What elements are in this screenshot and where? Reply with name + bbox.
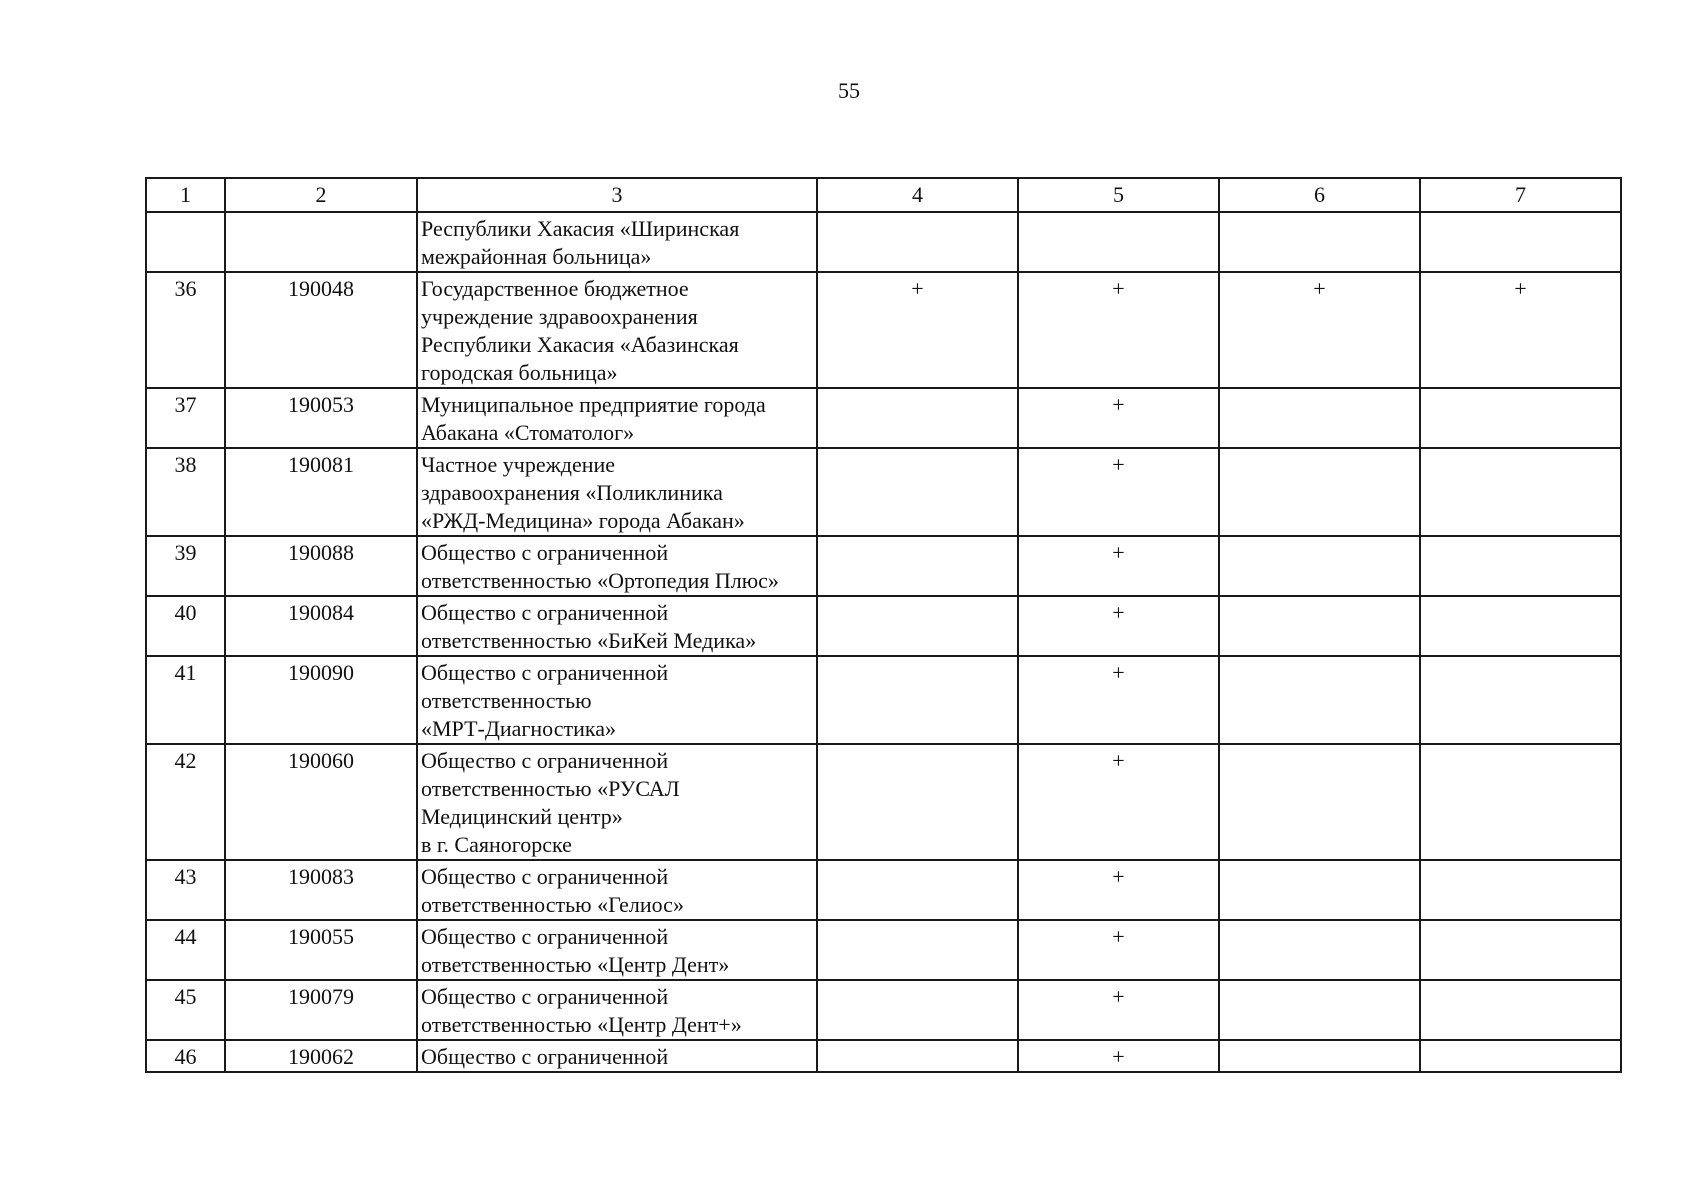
mark-col-7: [1420, 596, 1621, 656]
table-row: [146, 920, 1621, 980]
mark-col-4: [817, 448, 1018, 536]
organization-name: Республики Хакасия «Ширинская межрайонная больница»: [417, 212, 817, 272]
organization-name: Муниципальное предприятие города Абакана «Стоматолог»: [417, 388, 817, 448]
row-number: 43: [146, 860, 225, 920]
mark-col-7: [1420, 744, 1621, 860]
mark-col-5: +: [1018, 980, 1219, 1040]
column-header: 2: [225, 178, 417, 212]
organization-name: Общество с ограниченной ответственностью «Гелиос»: [417, 860, 817, 920]
table-row: [146, 448, 1621, 536]
organization-name: Общество с ограниченной ответственностью «МРТ-Диагностика»: [417, 656, 817, 744]
column-header: 6: [1219, 178, 1420, 212]
row-number: 45: [146, 980, 225, 1040]
header-row: [146, 178, 1621, 212]
row-number: 37: [146, 388, 225, 448]
table-row: [146, 980, 1621, 1040]
mark-col-4: +: [817, 272, 1018, 388]
organization-name: Общество с ограниченной: [417, 1040, 817, 1072]
mark-col-4: [817, 980, 1018, 1040]
mark-col-5: +: [1018, 536, 1219, 596]
mark-col-4: [817, 388, 1018, 448]
mark-col-4: [817, 920, 1018, 980]
mark-col-5: +: [1018, 860, 1219, 920]
mark-col-4: [817, 212, 1018, 272]
table-row: [146, 656, 1621, 744]
organization-name: Общество с ограниченной ответственностью «Центр Дент»: [417, 920, 817, 980]
page-number: 55: [838, 78, 860, 103]
table-row: [146, 212, 1621, 272]
mark-col-4: [817, 656, 1018, 744]
row-code: 190048: [225, 272, 417, 388]
mark-col-7: [1420, 860, 1621, 920]
mark-col-7: +: [1420, 272, 1621, 388]
mark-col-6: [1219, 596, 1420, 656]
row-code: 190053: [225, 388, 417, 448]
row-code: 190090: [225, 656, 417, 744]
table-row: [146, 536, 1621, 596]
row-code: 190083: [225, 860, 417, 920]
table-row: [146, 596, 1621, 656]
mark-col-6: [1219, 860, 1420, 920]
table-row: [146, 388, 1621, 448]
table-row: [146, 272, 1621, 388]
table-row: [146, 744, 1621, 860]
row-code: [225, 212, 417, 272]
mark-col-7: [1420, 212, 1621, 272]
mark-col-5: +: [1018, 272, 1219, 388]
mark-col-7: [1420, 656, 1621, 744]
mark-col-7: [1420, 920, 1621, 980]
mark-col-7: [1420, 388, 1621, 448]
mark-col-4: [817, 860, 1018, 920]
table-header: [146, 178, 1621, 212]
organization-name: Общество с ограниченной ответственностью «Ортопедия Плюс»: [417, 536, 817, 596]
row-number: 40: [146, 596, 225, 656]
row-number: 39: [146, 536, 225, 596]
mark-col-7: [1420, 980, 1621, 1040]
row-code: 190062: [225, 1040, 417, 1072]
mark-col-4: [817, 536, 1018, 596]
mark-col-7: [1420, 1040, 1621, 1072]
row-code: 190084: [225, 596, 417, 656]
mark-col-6: [1219, 212, 1420, 272]
mark-col-6: [1219, 448, 1420, 536]
mark-col-6: [1219, 656, 1420, 744]
row-number: 44: [146, 920, 225, 980]
row-code: 190055: [225, 920, 417, 980]
mark-col-4: [817, 744, 1018, 860]
row-number: 36: [146, 272, 225, 388]
mark-col-5: +: [1018, 744, 1219, 860]
mark-col-5: +: [1018, 388, 1219, 448]
row-number: 42: [146, 744, 225, 860]
table-row: [146, 860, 1621, 920]
organization-name: Общество с ограниченной ответственностью «Центр Дент+»: [417, 980, 817, 1040]
mark-col-5: +: [1018, 656, 1219, 744]
mark-col-6: [1219, 1040, 1420, 1072]
mark-col-6: [1219, 980, 1420, 1040]
registry-table: [145, 177, 1622, 1073]
row-number: [146, 212, 225, 272]
column-header: 3: [417, 178, 817, 212]
mark-col-6: [1219, 744, 1420, 860]
mark-col-5: +: [1018, 448, 1219, 536]
row-code: 190079: [225, 980, 417, 1040]
column-header: 1: [146, 178, 225, 212]
row-number: 41: [146, 656, 225, 744]
mark-col-5: +: [1018, 596, 1219, 656]
mark-col-7: [1420, 448, 1621, 536]
mark-col-5: +: [1018, 1040, 1219, 1072]
row-code: 190088: [225, 536, 417, 596]
mark-col-6: +: [1219, 272, 1420, 388]
mark-col-6: [1219, 388, 1420, 448]
mark-col-7: [1420, 536, 1621, 596]
row-number: 38: [146, 448, 225, 536]
organization-name: Общество с ограниченной ответственностью «БиКей Медика»: [417, 596, 817, 656]
table-body: [146, 212, 1621, 1072]
mark-col-5: +: [1018, 920, 1219, 980]
row-code: 190060: [225, 744, 417, 860]
organization-name: Общество с ограниченной ответственностью «РУСАЛ Медицинский центр» в г. Саяногорске: [417, 744, 817, 860]
row-number: 46: [146, 1040, 225, 1072]
mark-col-6: [1219, 920, 1420, 980]
column-header: 7: [1420, 178, 1621, 212]
mark-col-6: [1219, 536, 1420, 596]
row-code: 190081: [225, 448, 417, 536]
organization-name: Государственное бюджетное учреждение здравоохранения Республики Хакасия «Абазинская городская больница»: [417, 272, 817, 388]
mark-col-5: [1018, 212, 1219, 272]
organization-name: Частное учреждение здравоохранения «Поликлиника «РЖД-Медицина» города Абакан»: [417, 448, 817, 536]
table-row: [146, 1040, 1621, 1072]
mark-col-4: [817, 596, 1018, 656]
column-header: 5: [1018, 178, 1219, 212]
column-header: 4: [817, 178, 1018, 212]
mark-col-4: [817, 1040, 1018, 1072]
